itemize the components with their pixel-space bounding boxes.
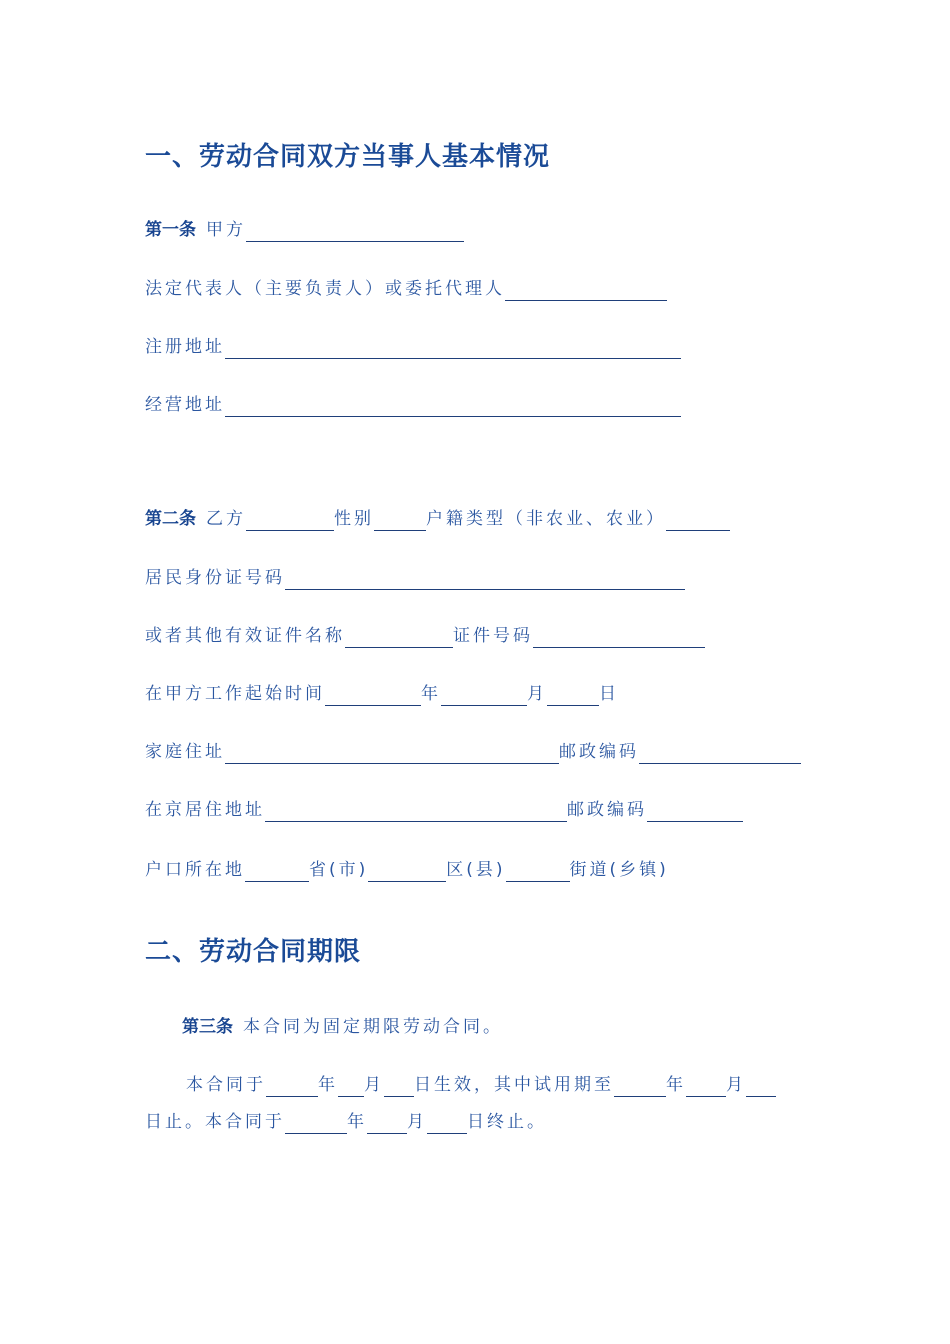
other-document-line xyxy=(145,624,705,648)
field-label: 居民身份证号码 xyxy=(145,568,285,588)
field-label: 法定代表人（主要负责人）或委托代理人 xyxy=(145,279,505,299)
party-b-blank[interactable] xyxy=(246,510,334,531)
effective-month-blank[interactable] xyxy=(338,1076,364,1097)
field-label: 或者其他有效证件名称 xyxy=(145,626,345,646)
field-label: 省(市) xyxy=(309,860,369,880)
home-address-line xyxy=(145,740,801,764)
field-label: 户口所在地 xyxy=(145,860,245,880)
article-3-line xyxy=(182,1015,503,1039)
document-name-blank[interactable] xyxy=(345,627,453,648)
field-label: 甲方 xyxy=(206,220,246,240)
field-label: 年 xyxy=(318,1075,338,1095)
home-address-blank[interactable] xyxy=(225,743,559,764)
end-day-blank[interactable] xyxy=(427,1113,467,1134)
end-month-blank[interactable] xyxy=(367,1113,407,1134)
field-label: 性别 xyxy=(334,509,374,529)
field-label: 在京居住地址 xyxy=(145,800,265,820)
field-label: 月 xyxy=(726,1075,746,1095)
field-label: 本合同于 xyxy=(186,1075,266,1095)
field-label: 邮政编码 xyxy=(567,800,647,820)
start-time-line xyxy=(145,682,619,706)
street-blank[interactable] xyxy=(506,861,570,882)
field-label: 月 xyxy=(527,684,547,704)
article-3-text: 本合同为固定期限劳动合同。 xyxy=(243,1017,503,1037)
field-label: 月 xyxy=(407,1112,427,1132)
field-label: 区(县) xyxy=(446,860,506,880)
district-blank[interactable] xyxy=(368,861,446,882)
probation-day-blank[interactable] xyxy=(746,1076,776,1097)
effective-day-blank[interactable] xyxy=(384,1076,414,1097)
section-heading-term: 二、劳动合同期限 xyxy=(145,937,362,967)
probation-year-blank[interactable] xyxy=(614,1076,666,1097)
field-label: 日终止。 xyxy=(467,1112,547,1132)
field-label: 证件号码 xyxy=(453,626,533,646)
id-number-line xyxy=(145,566,685,590)
field-label: 邮政编码 xyxy=(559,742,639,762)
field-label: 户籍类型（非农业、农业） xyxy=(426,509,666,529)
contract-period-line-1 xyxy=(186,1073,776,1097)
field-label: 注册地址 xyxy=(145,337,225,357)
article-label: 第二条 xyxy=(145,509,196,529)
legal-rep-blank[interactable] xyxy=(505,280,667,301)
field-label: 年 xyxy=(666,1075,686,1095)
contract-period-line-2 xyxy=(145,1110,547,1134)
probation-month-blank[interactable] xyxy=(686,1076,726,1097)
field-label: 年 xyxy=(347,1112,367,1132)
effective-year-blank[interactable] xyxy=(266,1076,318,1097)
beijing-postcode-blank[interactable] xyxy=(647,801,743,822)
home-postcode-blank[interactable] xyxy=(639,743,801,764)
article-2-party-b xyxy=(145,507,730,531)
field-label: 家庭住址 xyxy=(145,742,225,762)
field-label: 乙方 xyxy=(206,509,246,529)
registered-address-blank[interactable] xyxy=(225,338,681,359)
start-year-blank[interactable] xyxy=(325,685,421,706)
field-label: 日 xyxy=(599,684,619,704)
business-address-blank[interactable] xyxy=(225,396,681,417)
article-label: 第三条 xyxy=(182,1017,233,1037)
field-label: 月 xyxy=(364,1075,384,1095)
gender-blank[interactable] xyxy=(374,510,426,531)
field-label: 经营地址 xyxy=(145,395,225,415)
id-number-blank[interactable] xyxy=(285,569,685,590)
beijing-address-line xyxy=(145,798,743,822)
province-blank[interactable] xyxy=(245,861,309,882)
start-day-blank[interactable] xyxy=(547,685,599,706)
end-year-blank[interactable] xyxy=(285,1113,347,1134)
field-label: 日止。本合同于 xyxy=(145,1112,285,1132)
legal-representative-line xyxy=(145,277,667,301)
article-1-party-a xyxy=(145,218,464,242)
party-a-blank[interactable] xyxy=(246,221,464,242)
section-heading-parties: 一、劳动合同双方当事人基本情况 xyxy=(145,142,551,172)
field-label: 年 xyxy=(421,684,441,704)
article-label: 第一条 xyxy=(145,220,196,240)
hukou-type-blank[interactable] xyxy=(666,510,730,531)
start-month-blank[interactable] xyxy=(441,685,527,706)
hukou-location-line xyxy=(145,858,669,882)
field-label: 在甲方工作起始时间 xyxy=(145,684,325,704)
field-label: 街道(乡镇) xyxy=(569,860,669,880)
beijing-address-blank[interactable] xyxy=(265,801,567,822)
field-label: 日生效，其中试用期至 xyxy=(414,1075,614,1095)
registered-address-line xyxy=(145,335,681,359)
business-address-line xyxy=(145,393,681,417)
document-number-blank[interactable] xyxy=(533,627,705,648)
